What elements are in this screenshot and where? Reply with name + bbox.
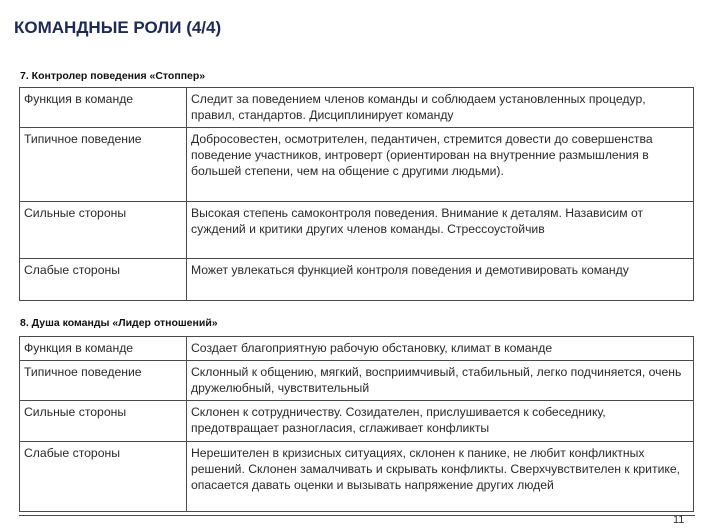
row-label: Функция в команде — [20, 88, 187, 128]
row-text: Высокая степень самоконтроля поведения. Внимание к деталям. Назависим от суждений и критики других членов команды. Стрессоустойчив — [187, 202, 694, 259]
page-title: КОМАНДНЫЕ РОЛИ (4/4) — [14, 18, 222, 37]
row-text: Следит за поведением членов команды и соблюдаем установленных процедур, правил, стандартов. Дисциплинирует команду — [187, 88, 694, 128]
page-number: 11 — [673, 514, 685, 526]
row-label: Слабые стороны — [20, 259, 187, 301]
row-label: Типичное поведение — [20, 361, 187, 401]
table-row — [20, 337, 694, 361]
row-text: Склонен к сотрудничеству. Созидателен, прислушивается к собеседнику, предотвращает разногласия, сглаживает конфликты — [187, 401, 694, 442]
row-text: Может увлекаться функцией контроля поведения и демотивировать команду — [187, 259, 694, 301]
table-row — [20, 442, 694, 512]
table-row — [20, 361, 694, 401]
role-table-stopper — [19, 87, 694, 301]
row-text: Добросовестен, осмотрителен, педантичен, стремится довести до совершенства поведение участников, интроверт (ориентирован на внутренние размышления в большей степени, чем на общение с другими людьми). — [187, 128, 694, 202]
table-row — [20, 88, 694, 128]
row-label: Сильные стороны — [20, 401, 187, 442]
role-table-relations-leader — [19, 336, 694, 512]
table-row — [20, 259, 694, 301]
row-label: Сильные стороны — [20, 202, 187, 259]
row-text: Склонный к общению, мягкий, восприимчивый, стабильный, легко подчиняется, очень дружелюбный, чувствительный — [187, 361, 694, 401]
row-label: Типичное поведение — [20, 128, 187, 202]
table-row — [20, 401, 694, 442]
row-label: Слабые стороны — [20, 442, 187, 512]
section-heading-stopper: 7. Контролер поведения «Стоппер» — [20, 70, 206, 82]
footer-divider — [19, 515, 695, 516]
table-row — [20, 128, 694, 202]
row-label: Функция в команде — [20, 337, 187, 361]
table-row — [20, 202, 694, 259]
row-text: Создает благоприятную рабочую обстановку, климат в команде — [187, 337, 694, 361]
row-text: Нерешителен в кризисных ситуациях, склонен к панике, не любит конфликтных решений. Склонен замалчивать и скрывать конфликты. Сверхчувствителен к критике, опасается давать оценки и вызывать напряжение других людей — [187, 442, 694, 512]
section-heading-relations-leader: 8. Душа команды «Лидер отношений» — [20, 317, 218, 329]
